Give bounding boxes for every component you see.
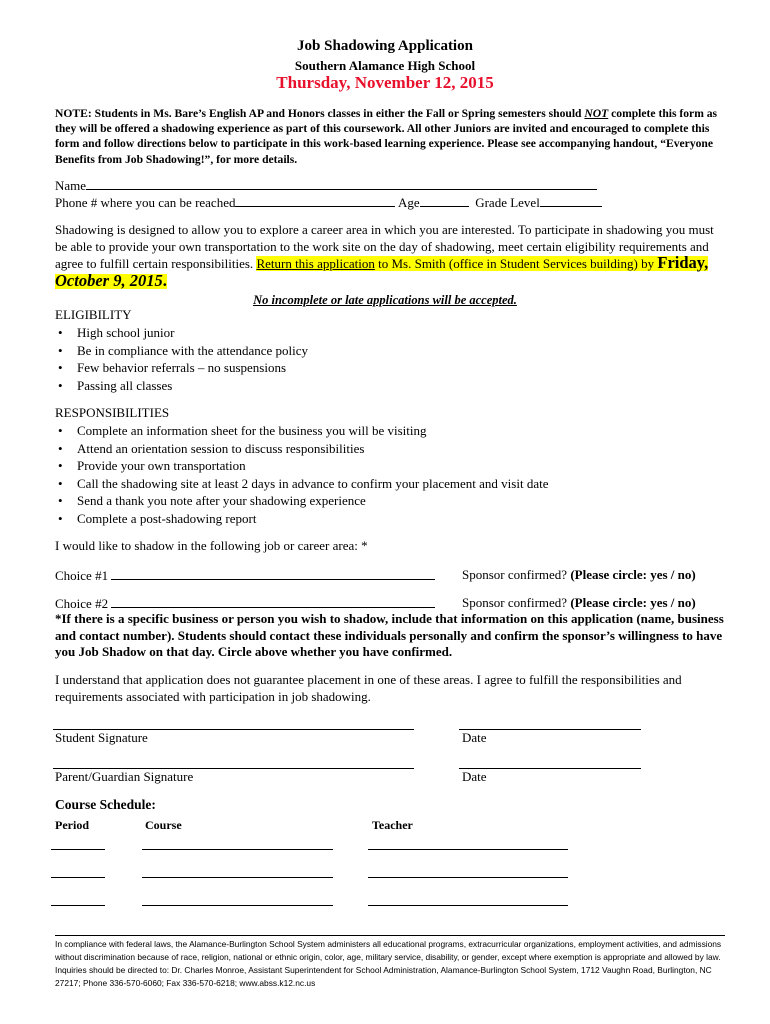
sponsor2-circle[interactable]: (Please circle: yes / no) [570,595,696,610]
bullet-icon: • [58,493,63,508]
bullet-text: High school junior [77,325,175,340]
course-schedule-heading: Course Schedule: [55,797,156,812]
due-date: October 9, 2015 [55,270,163,290]
bullet-icon: • [58,325,63,340]
phone-field[interactable] [235,194,395,207]
bullet-item [55,475,548,493]
name-row [55,177,597,194]
event-date: Thursday, November 12, 2015 [276,73,494,92]
bullet-icon: • [58,360,63,375]
course-column-header: Course [145,818,182,832]
bullet-text: Call the shadowing site at least 2 days in advance to confirm your placement and visit date [77,475,549,491]
period-field[interactable] [51,905,105,906]
grade-label: Grade Level [475,195,540,210]
note-prefix: NOTE: Students in Ms. Bare’s English AP and Honors classes in either the Fall or Spring semesters should [55,107,585,120]
footer-divider [55,935,725,936]
bullet-text: Few behavior referrals – no suspensions [77,360,287,375]
period-field[interactable] [51,849,105,850]
bullet-item [55,377,308,395]
bullet-text: Provide your own transportation [77,458,246,473]
bullet-item [55,422,548,440]
responsibilities-list [55,422,548,527]
bullet-text: Passing all classes [77,377,173,393]
period-field[interactable] [51,877,105,878]
parent-signature-label: Parent/Guardian Signature [55,769,194,784]
return-rest: to Ms. Smith (office in Student Services building) by [374,256,658,271]
choice1-field[interactable] [111,567,435,580]
bullet-text: Send a thank you note after your shadowing experience [77,493,366,508]
choice-prompt: I would like to shadow in the following job or career area: * [55,538,368,553]
eligibility-list [55,324,308,394]
intro-text: Shadowing is designed to allow you to explore a career area in which you are interested. To participate in shadowing you must be able to provide your own transportation to the work site on the day of shadowing, meet certain eligibility requirements and agree to fulfill certain responsibilities. [55,222,714,271]
choice2-label: Choice #2 [55,596,109,611]
agreement-paragraph: I understand that application does not guarantee placement in one of these areas. I agree to fulfill the responsibilities and requirements associated with participation in job shadowing. [55,672,682,704]
course-field[interactable] [142,877,333,878]
bullet-text: Complete a post-shadowing report [77,510,257,526]
bullet-icon: • [58,458,63,473]
due-period: . [162,270,167,290]
choice2-row [55,595,435,612]
name-label: Name [55,178,87,193]
bullet-text: Complete an information sheet for the business you will be visiting [77,423,427,438]
bullet-icon: • [58,510,63,526]
form-title: Job Shadowing Application [297,38,473,54]
bullet-icon: • [58,440,63,456]
teacher-column-header: Teacher [372,818,413,832]
note-emphasis: NOT [584,107,609,120]
bullet-item [55,440,548,458]
note-suffix: complete this form as they will be offered a shadowing experience as part of this coursework. All other Juniors are invited and encouraged to complete this form and follow directions below to participate in this work-based learning experience. Please see accompanying handout, “Everyone Benefits from Job Shadowing!”, for more details. [55,107,718,166]
school-name: Southern Alamance High School [294,58,476,73]
choice-footnote: *If there is a specific business or person you wish to shadow, include that information on this application (name, business and contact number). Students should contact these individuals personally and confirm the sponsor’s willingness to have you Job Shadow on that day. Circle above whether you have confirmed. [55,611,724,659]
course-field[interactable] [142,849,333,850]
bullet-icon: • [58,475,63,491]
note-paragraph [55,106,723,167]
sponsor2-row [462,595,696,611]
teacher-field[interactable] [368,877,568,878]
due-day: Friday, [657,253,709,272]
choice1-row [55,567,435,584]
responsibilities-heading: RESPONSIBILITIES [55,405,170,420]
bullet-item [55,457,548,475]
return-link[interactable]: Return this application [256,256,375,271]
bullet-item [55,492,548,510]
bullet-text: Attend an orientation session to discuss responsibilities [77,440,365,456]
age-field[interactable] [420,194,469,207]
teacher-field[interactable] [368,849,568,850]
phone-label: Phone # where you can be reached [55,195,236,210]
sponsor2-label: Sponsor confirmed? [462,595,571,610]
bullet-icon: • [58,423,63,438]
teacher-field[interactable] [368,905,568,906]
eligibility-heading: ELIGIBILITY [55,307,132,322]
intro-paragraph [55,222,725,290]
bullet-item [55,359,308,377]
sponsor1-circle[interactable]: (Please circle: yes / no) [570,567,696,582]
nondiscrimination-footer: In compliance with federal laws, the Alamance-Burlington School System administers all educational programs, extracurricular organizations, employment activities, and admissions without discrimination because of race, religion, national or ethnic origin, color, age, military service, disability, or gender, except where exemption is appropriate and allowed by law. Inquiries should be directed to: Dr. Charles Monroe, Assistant Superintendent for School Administration, Alamance-Burlington School System, 1712 Vaughn Road, Burlington, NC 27217; Phone 336-570-6060; Fax 336-570-6218; www.abss.k12.nc.us [55,939,722,988]
bullet-text: Be in compliance with the attendance policy [77,342,309,358]
choice1-label: Choice #1 [55,568,109,583]
age-label: Age [398,195,420,210]
period-column-header: Period [55,818,89,832]
choice2-field[interactable] [111,595,435,608]
course-field[interactable] [142,905,333,906]
student-signature-label: Student Signature [55,730,148,745]
bullet-item [55,342,308,360]
no-late-warning: No incomplete or late applications will be accepted. [253,293,517,307]
sponsor1-label: Sponsor confirmed? [462,567,571,582]
name-field[interactable] [86,177,597,190]
bullet-icon: • [58,342,63,358]
bullet-item [55,324,308,342]
bullet-icon: • [58,377,63,393]
sponsor1-row [462,567,696,583]
phone-row [55,194,602,211]
student-date-label: Date [462,730,487,745]
grade-field[interactable] [540,194,602,207]
bullet-item [55,510,548,528]
parent-date-label: Date [462,769,487,784]
